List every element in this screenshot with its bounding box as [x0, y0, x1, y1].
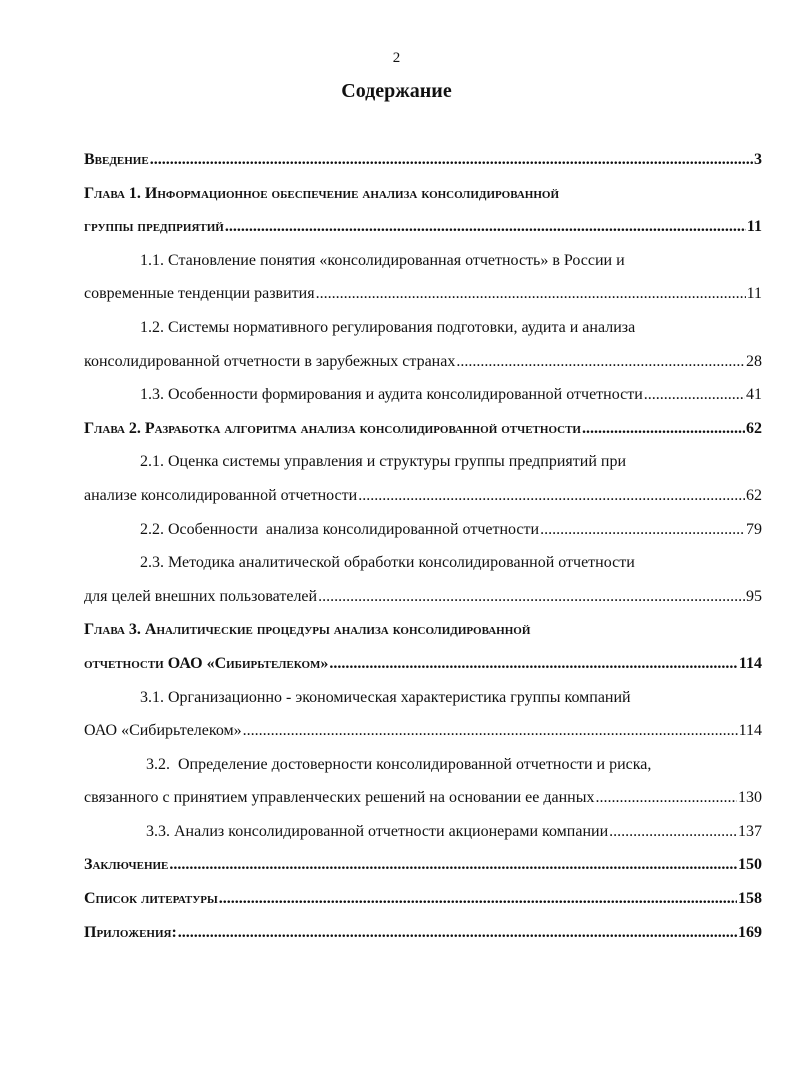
toc-entry-section-1-2[interactable]	[84, 311, 762, 345]
table-of-contents	[84, 143, 762, 949]
toc-entry-text: ОАО «Сибирьтелеком»	[84, 722, 242, 740]
toc-leader-dots	[456, 345, 745, 379]
toc-entry-text: отчетности ОАО «Сибирьтелеком»	[84, 654, 329, 672]
toc-leader-dots	[595, 781, 737, 815]
toc-page-number: 114	[738, 654, 762, 672]
toc-entry-text: Введение	[84, 151, 149, 168]
toc-leader-dots	[316, 277, 746, 311]
toc-page-number: 11	[746, 285, 762, 303]
toc-entry-text: анализе консолидированной отчетности	[84, 486, 358, 504]
toc-entry-text: группы предприятий	[84, 218, 224, 236]
toc-entry-chapter-3[interactable]	[84, 613, 762, 647]
toc-leader-dots	[582, 412, 745, 446]
toc-entry-appendices[interactable]	[84, 916, 762, 950]
toc-entry-section-3-1[interactable]	[84, 681, 762, 715]
toc-entry-section-1-3[interactable]	[84, 378, 762, 412]
toc-page-number: 114	[738, 722, 762, 740]
toc-leader-dots	[540, 513, 745, 547]
toc-entry-section-2-2[interactable]	[84, 513, 762, 547]
toc-leader-dots	[178, 916, 737, 950]
toc-entry-text: Глава 3. Аналитические процедуры анализа консолидированной	[84, 621, 531, 639]
toc-entry-section-1-1-cont[interactable]	[84, 277, 762, 311]
page-title: Содержание	[341, 80, 452, 102]
toc-page-number: 169	[738, 923, 762, 941]
toc-entry-text: 2.3. Методика аналитической обработки консолидированной отчетности	[140, 554, 635, 572]
toc-page-number: 11	[746, 218, 762, 236]
toc-leader-dots	[225, 210, 746, 244]
toc-entry-text: 2.1. Оценка системы управления и структуры группы предприятий при	[140, 453, 627, 471]
toc-entry-text: современные тенденции развития	[84, 285, 315, 303]
toc-entry-text: 1.2. Системы нормативного регулирования подготовки, аудита и анализа	[140, 318, 636, 336]
toc-entry-chapter-2[interactable]	[84, 412, 762, 446]
toc-page-number: 130	[738, 789, 762, 807]
toc-entry-section-3-2[interactable]	[84, 748, 762, 782]
toc-page-number: 95	[746, 587, 762, 605]
toc-entry-text: 3.1. Организационно - экономическая характеристика группы компаний	[140, 688, 631, 706]
toc-page-number: 41	[746, 386, 762, 404]
page-number: 2	[392, 50, 401, 66]
toc-entry-text: 1.3. Особенности формирования и аудита консолидированной отчетности	[140, 386, 643, 404]
toc-entry-text: Глава 2. Разработка алгоритма анализа консолидированной отчетности	[84, 419, 581, 437]
toc-page-number: 158	[738, 890, 762, 908]
toc-entry-chapter-1[interactable]	[84, 177, 762, 211]
toc-leader-dots	[644, 378, 745, 412]
toc-leader-dots	[318, 580, 745, 614]
toc-page-number: 28	[746, 352, 762, 370]
toc-entry-text: для целей внешних пользователей	[84, 587, 318, 605]
toc-entry-text: 3.2. Определение достоверности консолидированной отчетности и риска,	[146, 755, 652, 773]
toc-entry-section-3-2-cont[interactable]	[84, 781, 762, 815]
toc-leader-dots	[329, 647, 737, 681]
toc-entry-section-2-1[interactable]	[84, 445, 762, 479]
toc-entry-text: связанного с принятием управленческих решений на основании ее данных	[84, 789, 595, 807]
toc-entry-text: консолидированной отчетности в зарубежных странах	[84, 352, 456, 370]
toc-leader-dots	[150, 143, 753, 177]
toc-entry-references[interactable]	[84, 882, 762, 916]
toc-entry-section-2-3[interactable]	[84, 546, 762, 580]
toc-entry-conclusion[interactable]	[84, 848, 762, 882]
toc-entry-text: 2.2. Особенности анализа консолидированной отчетности	[140, 520, 540, 538]
toc-entry-chapter-3-cont[interactable]	[84, 647, 762, 681]
toc-leader-dots	[169, 848, 737, 882]
toc-entry-section-1-2-cont[interactable]	[84, 345, 762, 379]
toc-leader-dots	[243, 714, 738, 748]
toc-entry-text: 3.3. Анализ консолидированной отчетности акционерами компании	[146, 822, 609, 840]
toc-entry-chapter-1-cont[interactable]	[84, 210, 762, 244]
toc-entry-section-3-3[interactable]	[84, 815, 762, 849]
toc-page-number: 62	[746, 486, 762, 504]
toc-leader-dots	[358, 479, 745, 513]
toc-page-number: 137	[738, 822, 762, 840]
toc-entry-section-2-3-cont[interactable]	[84, 580, 762, 614]
toc-entry-introduction[interactable]	[84, 143, 762, 177]
toc-entry-section-2-1-cont[interactable]	[84, 479, 762, 513]
toc-leader-dots	[219, 882, 737, 916]
toc-entry-text: Заключение	[84, 856, 169, 874]
toc-entry-section-1-1[interactable]	[84, 244, 762, 278]
toc-leader-dots	[609, 815, 737, 849]
toc-entry-text: Список литературы	[84, 890, 218, 908]
toc-entry-section-3-1-cont[interactable]	[84, 714, 762, 748]
toc-entry-text: 1.1. Становление понятия «консолидированная отчетность» в России и	[140, 251, 625, 269]
toc-entry-text: Приложения:	[84, 923, 177, 941]
toc-page-number: 79	[746, 520, 762, 538]
toc-page-number: 3	[754, 151, 762, 168]
toc-page-number: 62	[746, 419, 762, 437]
toc-entry-text: Глава 1. Информационное обеспечение анализа консолидированной	[84, 184, 560, 202]
toc-page-number: 150	[738, 856, 762, 874]
